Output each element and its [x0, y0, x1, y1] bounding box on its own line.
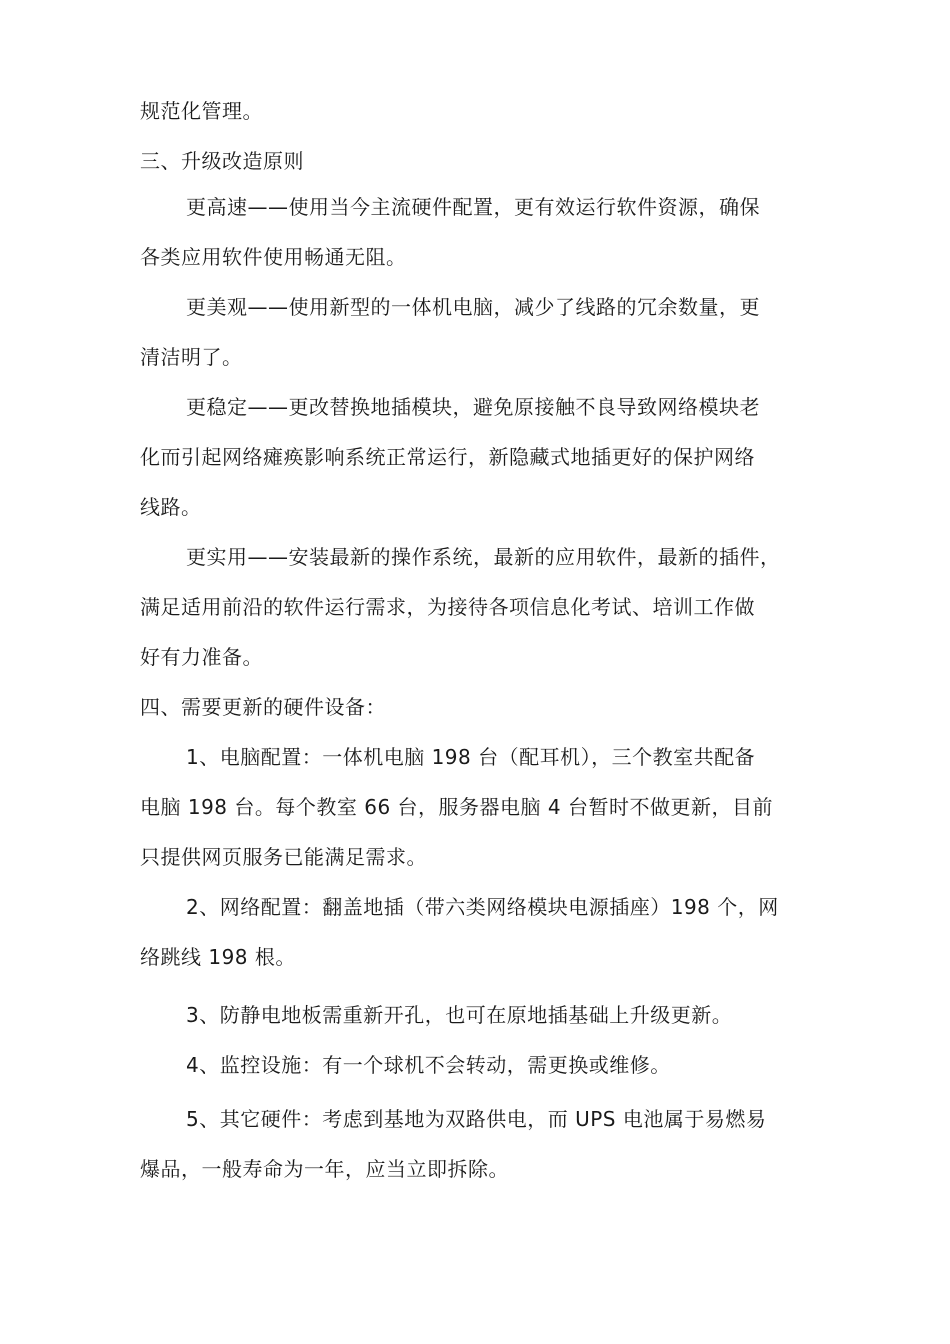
text-line: 4、监控设施：有一个球机不会转动，需更换或维修。 — [186, 1053, 671, 1077]
text-line: 化而引起网络瘫痪影响系统正常运行，新隐藏式地插更好的保护网络 — [140, 445, 755, 469]
section-heading: 三、升级改造原则 — [140, 149, 304, 173]
text-line: 只提供网页服务已能满足需求。 — [140, 845, 427, 869]
text-line: 更高速——使用当今主流硬件配置，更有效运行软件资源，确保 — [186, 195, 760, 219]
text-line: 更稳定——更改替换地插模块，避免原接触不良导致网络模块老 — [186, 395, 760, 419]
text-line: 1、电脑配置：一体机电脑 198 台（配耳机），三个教室共配备 — [186, 745, 756, 769]
text-line: 好有力准备。 — [140, 645, 263, 669]
section-heading: 四、需要更新的硬件设备： — [140, 695, 386, 719]
text-line: 清洁明了。 — [140, 345, 243, 369]
text-line: 满足适用前沿的软件运行需求，为接待各项信息化考试、培训工作做 — [140, 595, 755, 619]
text-line: 3、防静电地板需重新开孔，也可在原地插基础上升级更新。 — [186, 1003, 733, 1027]
text-line: 2、网络配置：翻盖地插（带六类网络模块电源插座）198 个，网 — [186, 895, 779, 919]
text-line: 电脑 198 台。每个教室 66 台，服务器电脑 4 台暂时不做更新，目前 — [140, 795, 773, 819]
text-line: 各类应用软件使用畅通无阻。 — [140, 245, 407, 269]
text-line: 络跳线 198 根。 — [140, 945, 296, 969]
text-line: 爆品，一般寿命为一年，应当立即拆除。 — [140, 1157, 509, 1181]
text-line: 规范化管理。 — [140, 99, 263, 123]
text-line: 更美观——使用新型的一体机电脑，减少了线路的冗余数量，更 — [186, 295, 760, 319]
text-line: 5、其它硬件：考虑到基地为双路供电，而 UPS 电池属于易燃易 — [186, 1107, 767, 1131]
text-line: 更实用——安装最新的操作系统，最新的应用软件，最新的插件， — [186, 545, 781, 569]
text-line: 线路。 — [140, 495, 202, 519]
